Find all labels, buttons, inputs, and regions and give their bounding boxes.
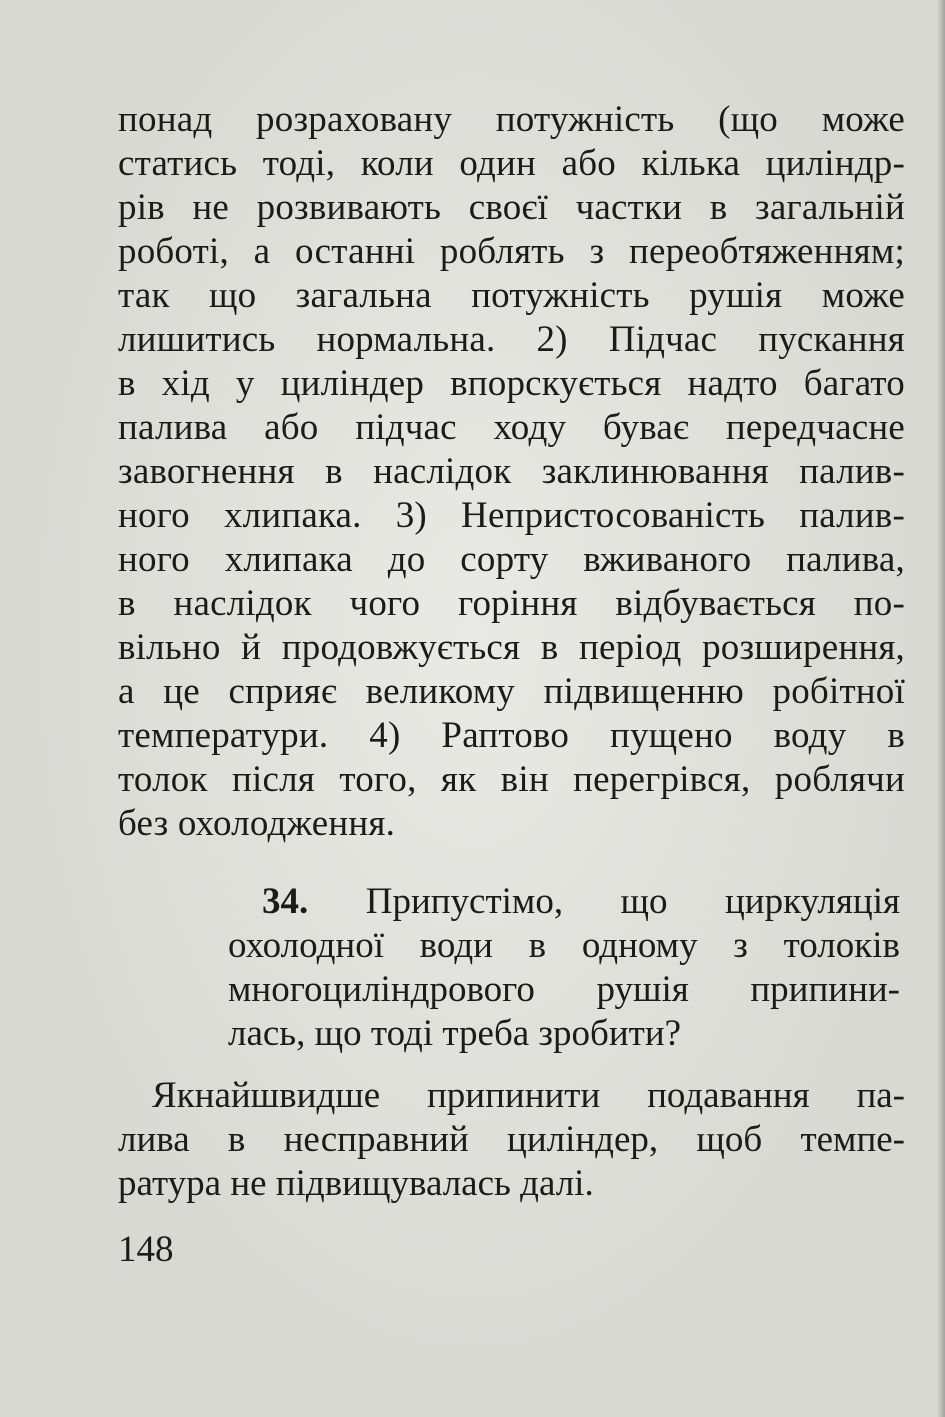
body-line: завогнення в наслідок заклинювання палив- bbox=[118, 451, 905, 492]
body-line: без охолодження. bbox=[118, 803, 396, 844]
question-number: 34. bbox=[262, 881, 309, 922]
body-line: лишитись нормальна. 2) Підчас пускання bbox=[118, 319, 905, 360]
question-line: многоциліндрового рушія припини- bbox=[228, 969, 900, 1010]
body-line: а це сприяє великому підвищенню робітної bbox=[118, 671, 905, 712]
body-line: ного хлипака. 3) Непристосованість палив- bbox=[118, 495, 905, 536]
body-line: температури. 4) Раптово пущено воду в bbox=[118, 715, 905, 756]
body-line: рів не розвивають своєї частки в загальній bbox=[118, 187, 905, 228]
body-line: вільно й продовжується в період розширення, bbox=[118, 627, 905, 668]
question-line bbox=[262, 880, 900, 924]
body-line: статись тоді, коли один або кілька циліндр- bbox=[118, 143, 905, 184]
body-line: в хід у циліндер впорскується надто багато bbox=[118, 363, 905, 404]
body-line: ного хлипака до сорту вживаного палива, bbox=[118, 539, 905, 580]
question-text: Припустімо, що циркуляція bbox=[365, 881, 901, 922]
body-line: так що загальна потужність рушія може bbox=[118, 275, 905, 316]
body-line: в наслідок чого горіння відбувається по- bbox=[118, 583, 905, 624]
page-number: 148 bbox=[118, 1229, 174, 1270]
page-edge-shadow bbox=[937, 0, 945, 1417]
question-line: лась, що тоді треба зробити? bbox=[228, 1013, 682, 1054]
body-line: понад розраховану потужність (що може bbox=[118, 99, 905, 140]
answer-line: Якнайшвидше припинити подавання па- bbox=[152, 1075, 905, 1116]
question-line: охолодної води в одному з толоків bbox=[228, 925, 900, 966]
answer-line: ратура не підвищувалась далі. bbox=[118, 1163, 594, 1204]
body-line: толок після того, як він перегрівся, роблячи bbox=[118, 759, 905, 800]
body-line: палива або підчас ходу буває передчасне bbox=[118, 407, 905, 448]
answer-line: лива в несправний циліндер, щоб темпе- bbox=[118, 1119, 905, 1160]
body-line: роботі, а останні роблять з переобтяженням; bbox=[118, 231, 905, 272]
